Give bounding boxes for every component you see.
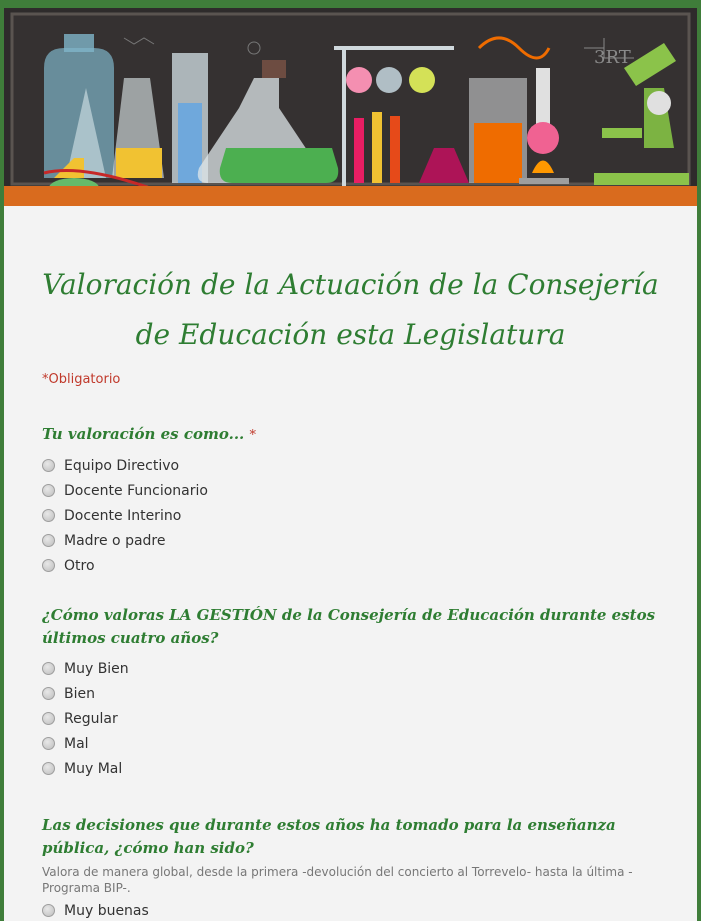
option-label: Bien — [64, 685, 95, 702]
radio-button[interactable] — [42, 712, 55, 725]
required-note: *Obligatorio — [42, 372, 121, 387]
question-title: Las decisiones que durante estos años ha tomado para la enseñanza pública, ¿cómo han sido? — [42, 816, 616, 857]
option-label: Docente Funcionario — [64, 482, 208, 499]
radio-button[interactable] — [42, 762, 55, 775]
radio-option[interactable] — [42, 706, 672, 731]
radio-option[interactable] — [42, 528, 672, 553]
radio-option[interactable] — [42, 656, 672, 681]
lab-illustration — [4, 8, 697, 206]
radio-option[interactable] — [42, 731, 672, 756]
option-label: Mal — [64, 735, 89, 752]
option-label: Equipo Directivo — [64, 457, 180, 474]
question-title — [42, 423, 672, 447]
header-banner — [4, 8, 697, 206]
option-label: Docente Interino — [64, 507, 182, 524]
form-content — [4, 214, 697, 387]
radio-option[interactable] — [42, 453, 672, 478]
radio-button[interactable] — [42, 459, 55, 472]
radio-button[interactable] — [42, 559, 55, 572]
form-page — [4, 8, 697, 921]
question-2 — [42, 604, 672, 781]
radio-button[interactable] — [42, 662, 55, 675]
question-3 — [42, 814, 672, 921]
option-label: Muy buenas — [64, 902, 149, 919]
radio-option[interactable] — [42, 681, 672, 706]
option-label: Muy Bien — [64, 660, 129, 677]
header-shelf — [4, 186, 697, 206]
radio-button[interactable] — [42, 904, 55, 917]
radio-option[interactable] — [42, 503, 672, 528]
form-title: Valoración de la Actuación de la Consejería de Educación esta Legislatura — [42, 268, 659, 351]
radio-button[interactable] — [42, 484, 55, 497]
question-title-text: Tu valoración es como... — [42, 425, 245, 443]
radio-option[interactable] — [42, 553, 672, 578]
radio-button[interactable] — [42, 509, 55, 522]
required-mark: * — [249, 428, 256, 443]
svg-text:3RT: 3RT — [594, 47, 631, 68]
question-title: ¿Cómo valoras LA GESTIÓN de la Consejería de Educación durante estos últimos cuatro años? — [42, 606, 656, 647]
option-label: Regular — [64, 710, 118, 727]
question-1 — [42, 423, 672, 578]
radio-button[interactable] — [42, 534, 55, 547]
question-help-text: Valora de manera global, desde la primera -devolución del concierto al Torrevelo- hasta la última -Programa BIP-. — [42, 865, 633, 895]
option-label: Otro — [64, 557, 95, 574]
radio-option[interactable] — [42, 478, 672, 503]
radio-option[interactable] — [42, 898, 672, 921]
option-label: Muy Mal — [64, 760, 123, 777]
radio-option[interactable] — [42, 756, 672, 781]
radio-button[interactable] — [42, 737, 55, 750]
radio-button[interactable] — [42, 687, 55, 700]
option-label: Madre o padre — [64, 532, 166, 549]
